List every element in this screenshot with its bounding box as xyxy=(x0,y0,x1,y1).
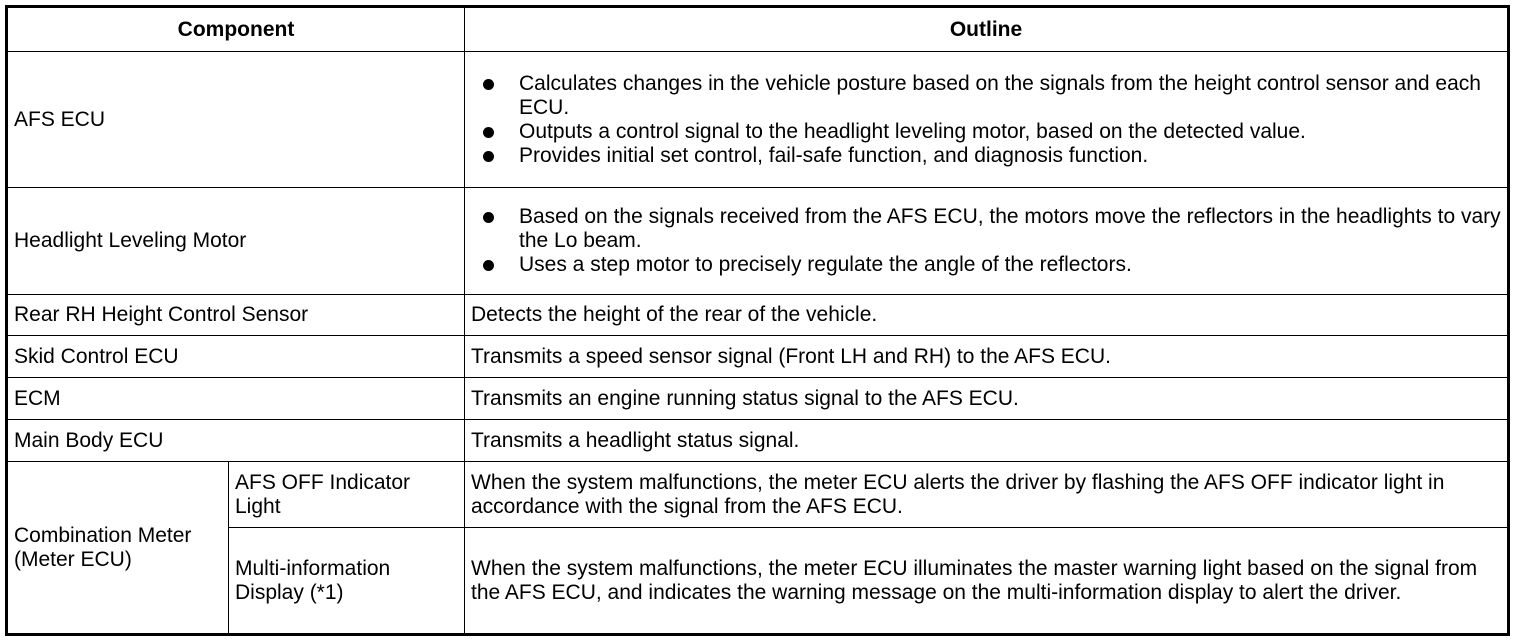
table-row xyxy=(7,420,1509,462)
table-row xyxy=(7,378,1509,420)
component-cell: Skid Control ECU xyxy=(7,336,465,378)
outline-cell: Transmits an engine running status signal to the AFS ECU. xyxy=(465,378,1509,420)
outline-cell xyxy=(465,52,1509,188)
outline-cell: When the system malfunctions, the meter ECU alerts the driver by flashing the AFS OFF indicator light in accordance with the signal from the AFS ECU. xyxy=(465,462,1509,528)
header-row xyxy=(7,7,1509,52)
component-cell: Headlight Leveling Motor xyxy=(7,188,465,295)
bullet-item: Based on the signals received from the AFS ECU, the motors move the reflectors in the headlights to vary the Lo beam. xyxy=(471,205,1501,253)
table-row xyxy=(7,462,1509,528)
component-cell: Rear RH Height Control Sensor xyxy=(7,295,465,336)
component-cell: AFS ECU xyxy=(7,52,465,188)
header-component: Component xyxy=(7,7,465,52)
bullet-item: Outputs a control signal to the headlight leveling motor, based on the detected value. xyxy=(471,120,1501,144)
table-row xyxy=(7,528,1509,635)
table-row xyxy=(7,52,1509,188)
component-cell: Combination Meter (Meter ECU) xyxy=(7,462,229,635)
bullet-item: Provides initial set control, fail-safe function, and diagnosis function. xyxy=(471,144,1501,168)
outline-cell: When the system malfunctions, the meter ECU illuminates the master warning light based on the signal from the AFS ECU, and indicates the warning message on the multi-information display to alert the driver. xyxy=(465,528,1509,635)
header-outline: Outline xyxy=(465,7,1509,52)
component-outline-table xyxy=(5,5,1510,636)
outline-cell: Detects the height of the rear of the vehicle. xyxy=(465,295,1509,336)
sub-component-cell: AFS OFF Indicator Light xyxy=(229,462,465,528)
outline-cell: Transmits a speed sensor signal (Front LH and RH) to the AFS ECU. xyxy=(465,336,1509,378)
component-cell: ECM xyxy=(7,378,465,420)
outline-cell: Transmits a headlight status signal. xyxy=(465,420,1509,462)
component-cell: Main Body ECU xyxy=(7,420,465,462)
bullet-item: Uses a step motor to precisely regulate the angle of the reflectors. xyxy=(471,253,1501,277)
table-row xyxy=(7,188,1509,295)
outline-cell xyxy=(465,188,1509,295)
table-row xyxy=(7,295,1509,336)
bullet-item: Calculates changes in the vehicle posture based on the signals from the height control sensor and each ECU. xyxy=(471,72,1501,120)
sub-component-cell: Multi-information Display (*1) xyxy=(229,528,465,635)
table-row xyxy=(7,336,1509,378)
